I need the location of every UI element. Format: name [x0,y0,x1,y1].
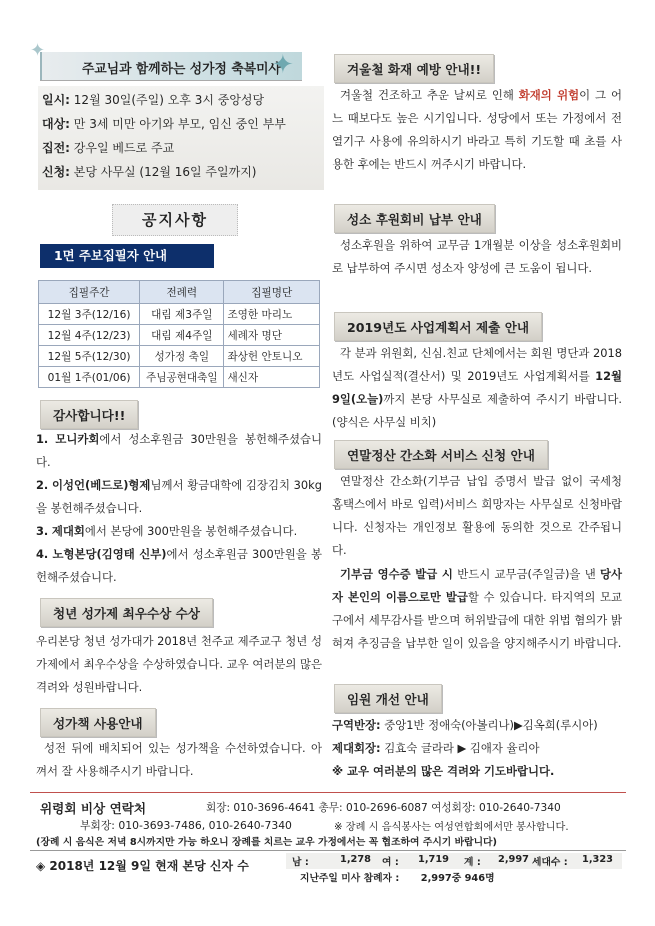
list-item: 2. 이성언(베드로)형제님께서 황금대학에 김장김치 30kg을 봉헌해주셨습니다. [36,478,322,515]
tax-text-receipt: 기부금 영수증 발급 시 반드시 교무금(주일금)을 낸 당사자 본인의 이름으로만 발급할 수 있습니다. 타지역의 모교구에서 세무감사를 받으며 허위발급에 대한 위법 혐의가 밝혀져 추징금을 납부한 일이 있음을 양지해주시기 바랍니다. [332,567,622,650]
table-cell: 대림 제4주일 [140,325,224,346]
table-row [39,346,320,367]
list-item: 4. 노형본당(김영태 신부)에서 성소후원금 300만원을 봉헌해주셨습니다. [36,547,322,584]
table-row [39,367,320,388]
stats-box [286,853,622,869]
star-icon: ✦ [30,40,46,61]
stats-value: 2,997 [498,854,529,865]
fire-title: 겨울철 화재 예방 안내!! [334,54,494,83]
table-cell: 12월 3주(12/16) [39,304,140,325]
table-row [39,325,320,346]
stats-label: 지난주일 미사 참례자 : [300,873,400,884]
hymnbook-text: 성전 뒤에 배치되어 있는 성가책을 수선하였습니다. 아껴서 잘 사용해주시기 바랍니다. [36,741,322,778]
table-header: 집필주간 [39,281,140,304]
stats-label: 여 : [382,857,399,868]
attendance [300,870,495,884]
table-header: 전례력 [140,281,224,304]
stats-label: 세대수 : [532,857,568,868]
writer-title: 1면 주보집필자 안내 [40,244,214,268]
writer-table [38,280,320,388]
tax-text: 연말정산 간소화(기부금 납입 증명서 발급 없이 국세청 홈택스에서 바로 입력)서비스 희망자는 사무실로 신청바랍니다. 신청자는 개인정보 활용에 동의한 것으로 간주됩니다. [332,474,622,557]
table-cell: 12월 5주(12/30) [39,346,140,367]
table-cell: 성가정 축일 [140,346,224,367]
table-cell: 12월 4주(12/23) [39,325,140,346]
tax-title: 연말정산 간소화 서비스 신청 안내 [334,440,548,469]
mass-banner [40,52,302,80]
list-item: 구역반장: 중앙1반 정애숙(아볼리나)▶김옥희(루시아) [332,718,598,732]
table-cell: 대림 제3주일 [140,304,224,325]
table-header: 집필명단 [224,281,320,304]
thanks-list [36,428,322,589]
star-icon: ✦ [272,50,294,80]
thanks-title: 감사합니다!! [40,400,138,429]
vocation-title: 성소 후원회비 납부 안내 [334,204,495,233]
stats-value: 2,997중 946명 [420,873,495,884]
vocation-text: 성소후원을 위하여 교무금 1개월분 이상을 성소후원회비로 납부하여 주시면 성소자 양성에 큰 도움이 됩니다. [332,238,622,275]
stats-value: 1,719 [418,854,449,865]
table-cell: 좌상헌 안토니오 [224,346,320,367]
divider [30,792,626,793]
table-cell: 01월 1주(01/06) [39,367,140,388]
mass-target: 대상: 만 3세 미만 아기와 부모, 임신 중인 부부 [42,117,286,131]
stats-label: 계 : [464,857,481,868]
list-item: 1. 모니카회에서 성소후원금 30만원을 봉헌해주셨습니다. [36,432,322,469]
mass-info [38,86,324,190]
hymnbook-title: 성가책 사용안내 [40,708,156,737]
notice-title: 공지사항 [112,204,238,236]
stats-label: 남 : [292,857,309,868]
contacts-line2b: ※ 장례 시 음식봉사는 여성연합회에서만 봉사합니다. [334,822,569,833]
fire-text: 겨울철 건조하고 추운 날씨로 인해 화재의 위험이 그 어느 때보다도 높은 시기입니다. 성당에서 또는 가정에서 전열기구 사용에 유의하시기 바라고 특히 기도할 때 초를 사용한 후에는 반드시 꺼주시기 바랍니다. [332,88,622,171]
contacts-line3: (장례 시 음식은 저녁 8시까지만 가능 하오니 장례를 치르는 교우 가정에서는 꼭 협조하여 주시기 바랍니다) [36,837,497,848]
stats-title: ◈ 2018년 12월 9일 현재 본당 신자 수 [36,859,249,873]
contacts-title: 위령회 비상 연락처 [40,801,147,816]
plan-text: 각 분과 위원회, 신심.친교 단체에서는 회원 명단과 2018년도 사업실적(결산서) 및 2019년도 사업계획서를 12월 9일(오늘)까지 본당 사무실로 제출하여 주시기 바랍니다. (양식은 사무실 비치) [332,346,622,429]
staff-title: 임원 개선 안내 [334,684,442,713]
stats-divider [30,850,626,851]
staff-closing: ※ 교우 여러분의 많은 격려와 기도바랍니다. [332,764,555,778]
table-cell: 새신자 [224,367,320,388]
stats-value: 1,278 [340,854,371,865]
list-item: 3. 제대회에서 본당에 300만원을 봉헌해주셨습니다. [36,524,298,538]
table-cell: 주님공현대축일 [140,367,224,388]
list-item: 제대회장: 김효숙 글라라 ▶ 김애자 율리아 [332,741,540,755]
mass-date: 일시: 12월 30일(주일) 오후 3시 중앙성당 [42,93,265,107]
youth-title: 청년 성가제 최우수상 수상 [40,598,213,627]
contacts-line1: 회장: 010-3696-4641 총무: 010-2696-6087 여성회장: 010-2640-7340 [206,802,561,814]
mass-apply: 신청: 본당 사무실 (12월 16일 주일까지) [42,165,257,179]
table-row [39,304,320,325]
mass-celebrant: 집전: 강우일 베드로 주교 [42,141,175,155]
stats-value: 1,323 [582,854,613,865]
plan-title: 2019년도 사업계획서 제출 안내 [334,312,542,341]
youth-text: 우리본당 청년 성가대가 2018년 천주교 제주교구 청년 성가제에서 최우수상을 수상하였습니다. 교우 여러분의 많은 격려와 성원바랍니다. [36,634,322,694]
contacts-line2a: 부회장: 010-3693-7486, 010-2640-7340 [80,819,292,832]
mass-title: 주교님과 함께하는 성가정 축복미사 [82,62,281,77]
table-cell: 조영한 마리노 [224,304,320,325]
staff-list [332,714,624,783]
table-cell: 세례자 명단 [224,325,320,346]
